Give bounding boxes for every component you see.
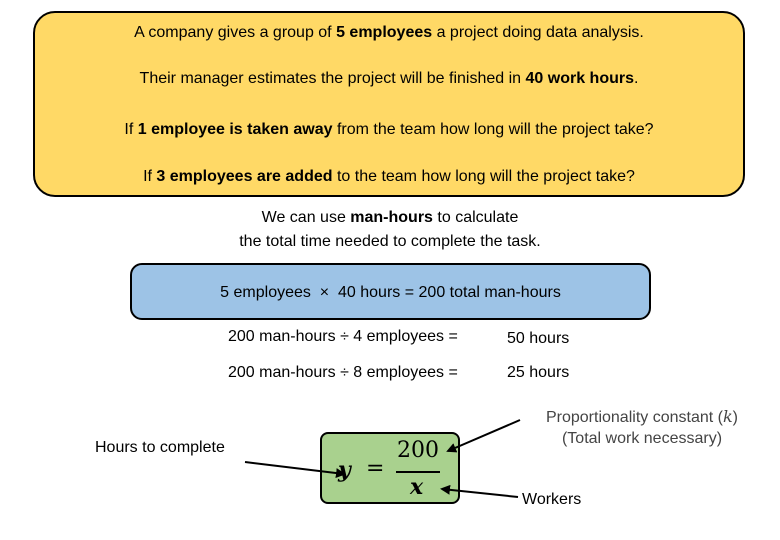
constant-label-line-2: (Total work necessary) bbox=[561, 430, 723, 447]
employee-removed: 1 employee is taken away bbox=[137, 121, 333, 138]
division-expr-1: 200 man-hours ÷ 4 employees = bbox=[228, 328, 458, 345]
explanation-line-2: the total time needed to complete the task. bbox=[239, 233, 541, 250]
calculation-text: 5 employees × 40 hours = 200 total man-hours bbox=[220, 284, 561, 301]
arrow-to-x bbox=[442, 489, 518, 497]
work-hours: 40 work hours bbox=[525, 70, 634, 87]
formula-numerator: 200 bbox=[397, 438, 439, 463]
problem-line-2: Their manager estimates the project will be finished in 40 work hours. bbox=[139, 70, 639, 87]
division-result-2: 25 hours bbox=[507, 364, 570, 381]
constant-variable: k bbox=[722, 407, 733, 426]
employees-added: 3 employees are added bbox=[156, 168, 333, 185]
explanation-line-1: We can use man-hours to calculate bbox=[261, 209, 519, 226]
formula-y: y bbox=[338, 457, 351, 483]
employee-count: 5 employees bbox=[336, 24, 433, 41]
problem-line-4: If 3 employees are added to the team how long will the project take? bbox=[143, 168, 635, 185]
arrow-to-y bbox=[245, 462, 344, 474]
division-result-1: 50 hours bbox=[507, 330, 570, 347]
problem-line-1: A company gives a group of 5 employees a project doing data analysis. bbox=[134, 24, 644, 41]
constant-label-line-1: Proportionality constant (k) bbox=[545, 407, 738, 426]
workers-label: Workers bbox=[522, 491, 582, 508]
problem-line-3: If 1 employee is taken away from the team how long will the project take? bbox=[124, 121, 654, 138]
division-expr-2: 200 man-hours ÷ 8 employees = bbox=[228, 364, 458, 381]
man-hours-term: man-hours bbox=[350, 209, 433, 226]
hours-to-complete-label: Hours to complete bbox=[95, 439, 225, 456]
formula-x: x bbox=[410, 474, 424, 500]
formula-equals: = bbox=[366, 456, 385, 481]
arrow-to-constant bbox=[448, 420, 520, 451]
